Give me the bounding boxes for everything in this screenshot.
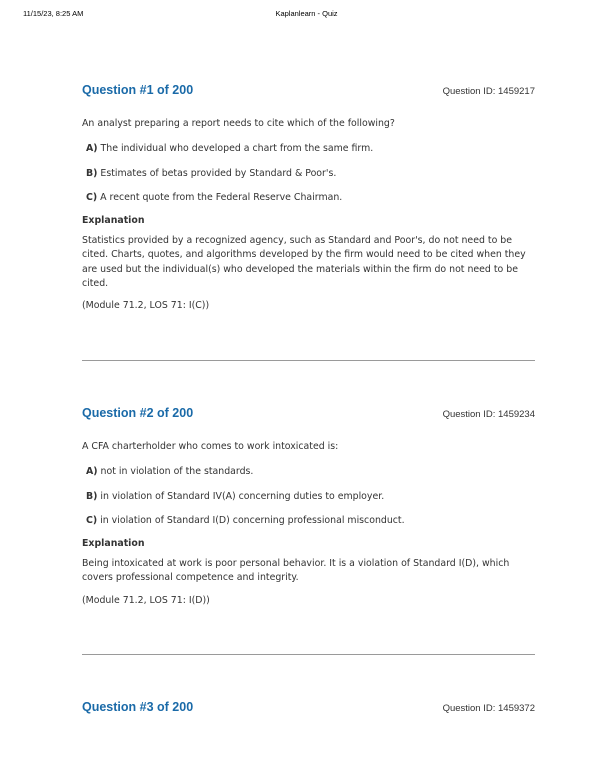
choice-text: in violation of Standard IV(A) concerning duties to employer.: [100, 490, 385, 502]
explanation-text: Statistics provided by a recognized agency, such as Standard and Poor's, do not need to be cited. Charts, quotes, and algorithms developed by the firm would need to be cited when they are used but the individual(s) who developed the materials within the firm do not need to be cited.: [82, 235, 526, 289]
choice-text: The individual who developed a chart from the same firm.: [100, 143, 374, 154]
question-title: Question #2 of 200: [82, 406, 194, 420]
question-divider: [82, 654, 535, 655]
explanation-heading: Explanation: [82, 538, 145, 549]
answer-choices: [82, 465, 535, 528]
question-stem: An analyst preparing a report needs to cite which of the following?: [82, 118, 395, 129]
choice-letter: B): [86, 167, 98, 179]
choice-letter: A): [86, 143, 98, 154]
question-3: [82, 700, 535, 724]
print-date: 11/15/23, 8:25 AM: [23, 9, 84, 18]
question-header: [82, 406, 535, 430]
module-reference: (Module 71.2, LOS 71: I(C)): [82, 300, 210, 312]
choice-letter: C): [86, 192, 98, 203]
choice-text: Estimates of betas provided by Standard & Poor's.: [100, 167, 337, 179]
module-reference: (Module 71.2, LOS 71: I(D)): [82, 594, 210, 606]
choice-text: not in violation of the standards.: [100, 466, 254, 477]
choice-text: A recent quote from the Federal Reserve Chairman.: [100, 192, 343, 203]
choice-letter: A): [86, 466, 98, 477]
print-title: Kaplanlearn - Quiz: [275, 9, 338, 18]
question-id: Question ID: 1459234: [442, 409, 535, 420]
question-divider: [82, 360, 535, 361]
choice-letter: B): [86, 490, 98, 502]
question-title: Question #3 of 200: [82, 700, 194, 714]
answer-choices: [82, 142, 535, 205]
choice-a: [82, 142, 535, 156]
choice-c: [82, 191, 535, 205]
explanation-text: Being intoxicated at work is poor personal behavior. It is a violation of Standard I(D), which covers professional competence and integrity.: [82, 558, 510, 584]
print-header: [0, 9, 613, 23]
explanation-heading: Explanation: [82, 215, 145, 226]
choice-a: [82, 465, 535, 479]
question-header: [82, 83, 535, 107]
question-id: Question ID: 1459217: [442, 86, 535, 97]
question-1: [82, 83, 535, 311]
question-2: [82, 406, 535, 606]
choice-text: in violation of Standard I(D) concerning professional misconduct.: [100, 515, 405, 526]
question-stem: A CFA charterholder who comes to work intoxicated is:: [82, 441, 339, 452]
choice-c: [82, 514, 535, 528]
choice-b: [82, 490, 535, 504]
question-header: [82, 700, 535, 724]
question-id: Question ID: 1459372: [442, 703, 535, 714]
choice-letter: C): [86, 515, 98, 526]
question-title: Question #1 of 200: [82, 83, 194, 97]
choice-b: [82, 167, 535, 181]
